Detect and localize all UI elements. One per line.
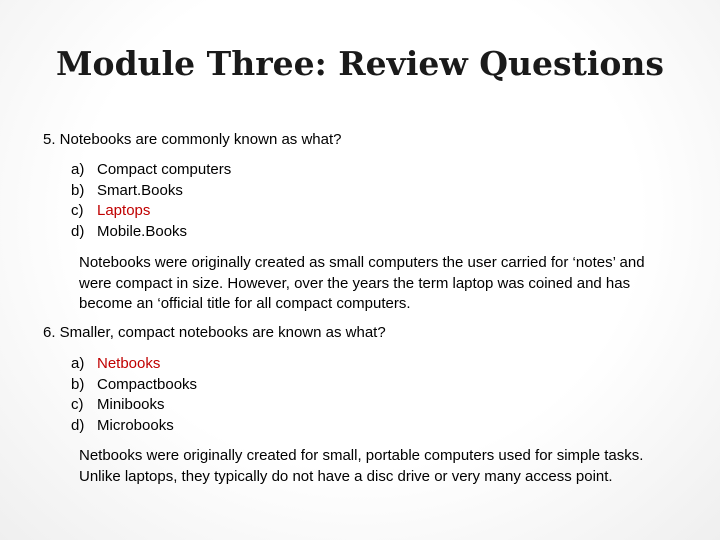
explanation-5: Notebooks were originally created as small computers the user carried for ‘notes’ and were compact in size. However, over the years the term laptop was coined and has become an ‘official title for all compact computers. <box>79 254 645 313</box>
option-a: a) Netbooks <box>71 354 197 375</box>
question-5: 5. Notebooks are commonly known as what? <box>43 131 342 148</box>
option-d: d) Microbooks <box>71 416 197 437</box>
option-label: Microbooks <box>97 417 174 435</box>
option-c: c) Laptops <box>71 201 231 222</box>
option-a: a) Compact computers <box>71 160 231 181</box>
option-label: Compactbooks <box>97 375 198 393</box>
correct-answer: Laptops <box>97 202 151 220</box>
correct-answer: Netbooks <box>97 355 161 372</box>
option-d: d) Mobile.Books <box>71 222 231 243</box>
question-6: 6. Smaller, compact notebooks are known as what? <box>43 324 386 341</box>
option-b: b) Smart.Books <box>71 181 231 202</box>
option-b: b) Compactbooks <box>71 375 197 396</box>
option-label: Mobile.Books <box>97 223 188 241</box>
option-c: c) Minibooks <box>71 395 197 416</box>
question-5-options <box>71 160 231 243</box>
option-label: Compact computers <box>97 161 232 178</box>
question-6-options <box>71 354 197 437</box>
option-label: Smart.Books <box>97 181 183 199</box>
slide-title: Module Three: Review Questions <box>56 44 664 83</box>
option-label: Minibooks <box>97 396 165 414</box>
explanation-6: Netbooks were originally created for small, portable computers used for simple tasks. Unlike laptops, they typically do not have a disc drive or very many access point. <box>79 447 644 485</box>
